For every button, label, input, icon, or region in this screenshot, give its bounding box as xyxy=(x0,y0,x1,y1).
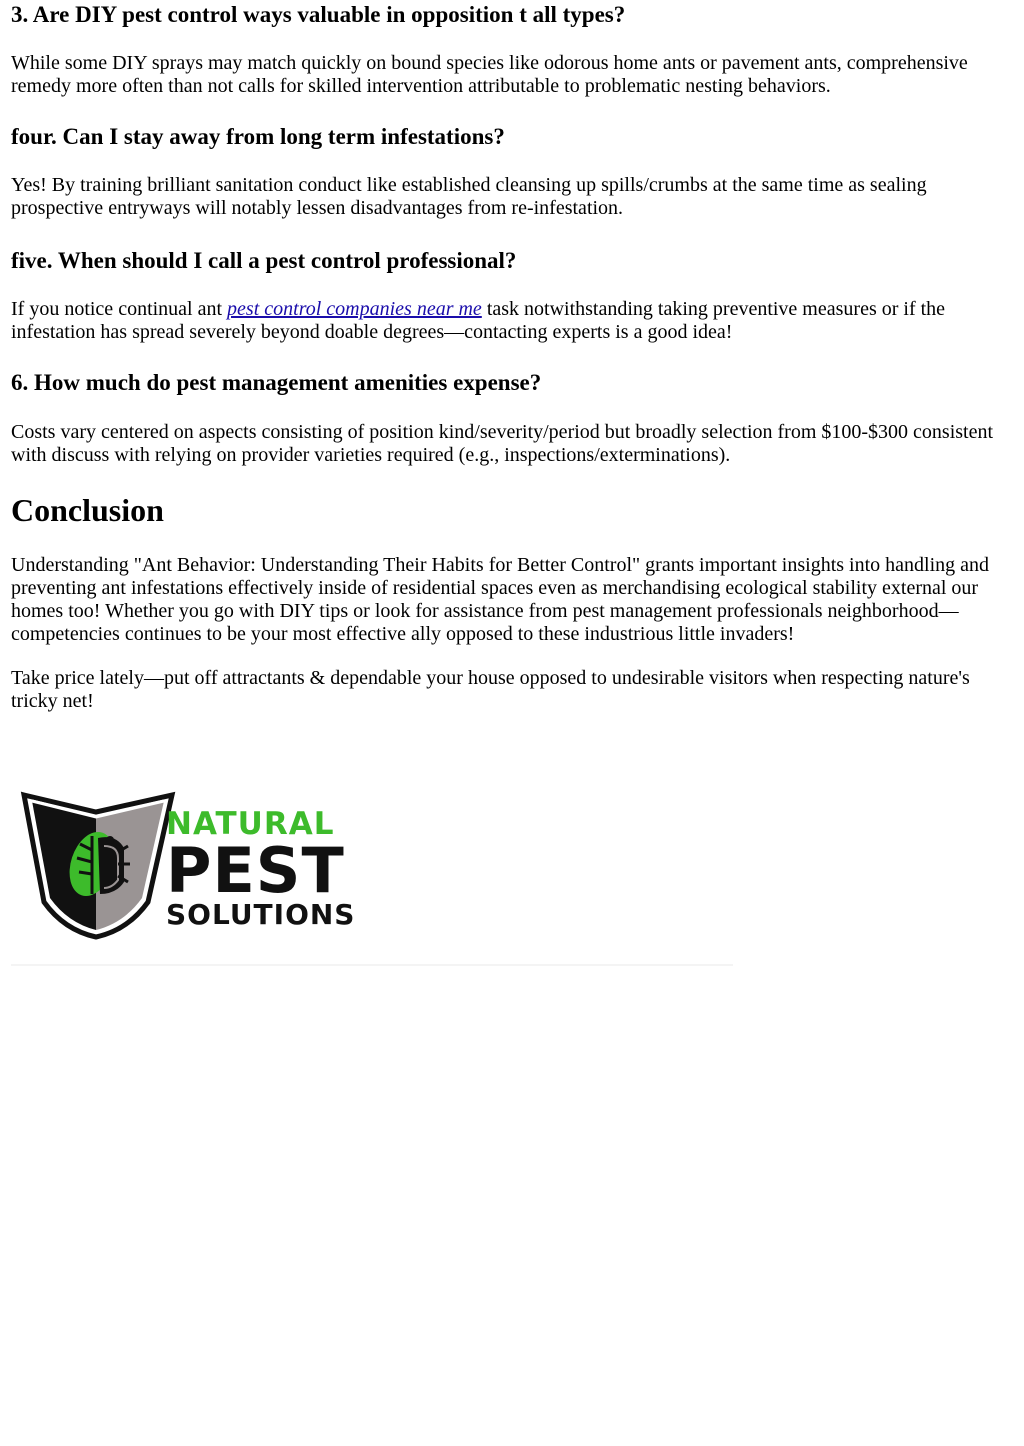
faq-answer-q5 xyxy=(11,298,1015,344)
logo-natural-text: NATURAL xyxy=(166,806,335,842)
faq-heading-q6: 6. How much do pest management amenities expense? xyxy=(11,370,542,395)
logo-pest-text: PEST xyxy=(166,834,345,907)
faq-heading-q5: five. When should I call a pest control professional? xyxy=(11,248,517,273)
conclusion-paragraph-1: Understanding "Ant Behavior: Understanding Their Habits for Better Control" grants important insights into handling and preventing ant infestations effectively inside of residential spaces even as merchandising ecological stability external our homes too! Whether you go with DIY tips or look for assistance from pest management professionals neighborhood—competencies continues to be your most effective ally opposed to these industrious little invaders! xyxy=(11,554,990,645)
divider xyxy=(11,964,733,966)
faq-heading-q3: 3. Are DIY pest control ways valuable in opposition t all types? xyxy=(11,2,626,27)
faq-answer-q6: Costs vary centered on aspects consisting of position kind/severity/period but broadly selection from $100-$300 consistent with discuss with relying on provider varieties required (e.g., inspections/exterminations). xyxy=(11,421,994,466)
faq-answer-q5-after: task notwithstanding taking preventive measures or if the infestation has spread severely beyond doable degrees—contacting experts is a good idea! xyxy=(11,298,946,343)
conclusion-heading: Conclusion xyxy=(11,492,164,528)
conclusion-paragraph-2: Take price lately—put off attractants & dependable your house opposed to undesirable visitors when respecting nature's tricky net! xyxy=(11,667,970,712)
pest-control-link[interactable]: pest control companies near me xyxy=(227,298,482,320)
faq-heading-q4: four. Can I stay away from long term infestations? xyxy=(11,124,505,149)
logo-solutions-text: SOLUTIONS xyxy=(166,898,356,931)
faq-answer-q4: Yes! By training brilliant sanitation conduct like established cleansing up spills/crumbs at the same time as sealing prospective entryways will notably lessen disadvantages from re-infestation. xyxy=(11,174,927,219)
faq-answer-q5-before: If you notice continual ant xyxy=(11,298,228,320)
faq-answer-q3: While some DIY sprays may match quickly on bound species like odorous home ants or pavement ants, comprehensive remedy more often than not calls for skilled intervention attributable to problematic nesting behaviors. xyxy=(11,52,968,97)
